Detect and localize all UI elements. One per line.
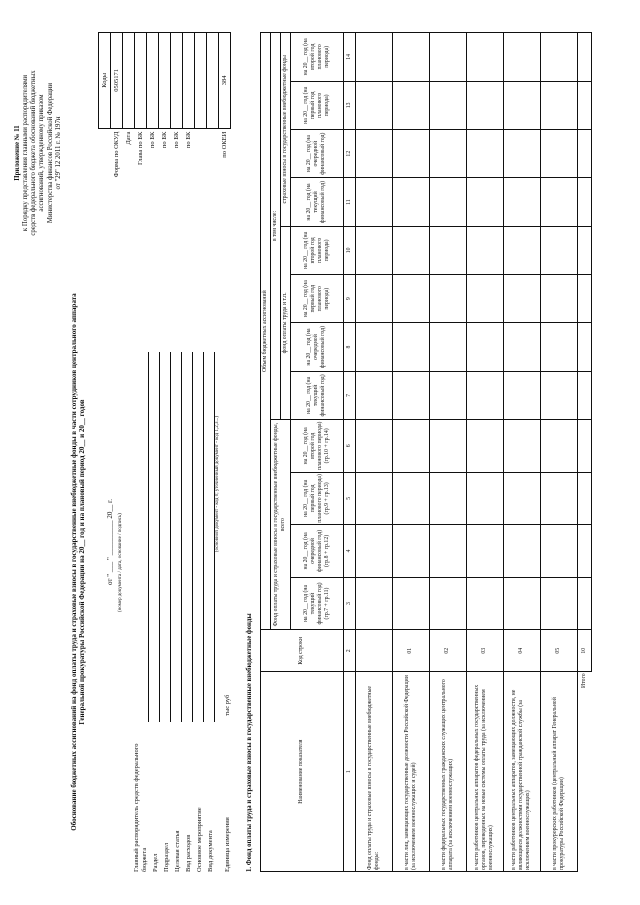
meta-value-line — [150, 352, 160, 722]
code-value — [135, 33, 147, 129]
code-label: по БК — [184, 131, 192, 149]
meta-value-line — [139, 352, 149, 722]
appendix-block — [14, 38, 63, 268]
meta-value-line — [194, 352, 204, 722]
code-label: Дата — [124, 131, 132, 145]
period-header: на 20__ год (на первый год планового периода) (гр.9 + гр.13) — [290, 472, 343, 525]
meta-row — [193, 352, 204, 872]
table-row — [540, 33, 577, 872]
column-number: 11 — [343, 178, 355, 226]
itog-code: 10 — [577, 630, 591, 672]
header-fot-total: Фонд оплаты труда и страховые взносы в государственные внебюджетные фонды, всего — [270, 420, 290, 630]
row-code: 04 — [503, 630, 540, 672]
code-value — [159, 33, 171, 129]
appendix-line: средств федерального бюджета обоснований бюджетных — [30, 70, 38, 236]
code-label: по ОКЕИ — [220, 131, 228, 158]
codes-header: Коды — [99, 33, 111, 129]
meta-key: Вид расходов — [185, 834, 193, 872]
code-value: 0505171 — [111, 33, 123, 129]
meta-key: Основное мероприятие — [196, 807, 204, 872]
section-heading: 1. Фонд оплаты труда и страховые взносы в государственные внебюджетные фонды — [246, 613, 253, 872]
row-name: в части лиц, замещающих государственные должности Российской Федерации (за исключением военнослужащих и судей) — [392, 672, 429, 872]
table-row — [355, 33, 392, 872]
appendix-line: ассигнований, утвержденному приказом — [38, 94, 46, 212]
meta-row — [204, 352, 215, 872]
column-number: 8 — [343, 323, 355, 371]
column-number: 12 — [343, 130, 355, 178]
document-sheet — [10, 22, 630, 882]
meta-hint: (основной документ - код 0; уточненный документ - код 1,2,3...) — [215, 416, 220, 552]
code-value — [183, 33, 195, 129]
period-header: на 20__ год (на второй год планового периода) — [290, 226, 343, 274]
row-code: 01 — [392, 630, 429, 672]
code-value — [207, 33, 219, 129]
row-name: Фонд оплаты труда и страховые взносы в государственные внебюджетные фонды: — [355, 672, 392, 872]
header-incl: в том числе: — [270, 33, 280, 420]
row-name: в части работников центральных аппаратов, замещающих должности, не являющиеся должностями государственной гражданской службы (за исключением военнослужащих) — [503, 672, 540, 872]
appendix-number: Приложение № 11 — [14, 125, 21, 181]
meta-value-line — [161, 352, 171, 722]
row-code: 02 — [429, 630, 466, 672]
header-total: Объем бюджетных ассигнований — [261, 33, 271, 630]
row-name: в части работников центральных аппаратов федеральных государственных органов, переведенных на новые системы оплаты труда (за исключением военнослужащих) — [466, 672, 503, 872]
row-code: 03 — [466, 630, 503, 672]
period-header: на 20__ год (на текущий финансовый год) — [290, 371, 343, 419]
period-header: на 20__ год (на текущий финансовый год) — [290, 178, 343, 226]
code-label: Форма по ОКУД — [112, 131, 120, 178]
code-label: по БК — [160, 131, 168, 149]
code-label — [195, 128, 207, 282]
column-number: 2 — [343, 630, 355, 672]
meta-row — [171, 352, 182, 872]
meta-row — [149, 352, 160, 872]
column-number: 5 — [343, 472, 355, 525]
meta-row — [182, 352, 193, 872]
column-number: 3 — [343, 577, 355, 630]
column-number: 7 — [343, 371, 355, 419]
document-date: от " ___ " __________ 20__ г. — [106, 499, 114, 586]
column-number: 4 — [343, 525, 355, 578]
table-row — [392, 33, 429, 872]
meta-row — [221, 352, 232, 872]
meta-key: Единица измерения — [224, 817, 232, 872]
column-number: 13 — [343, 81, 355, 129]
period-header: на 20__ год (на очередной финансовый год) — [290, 323, 343, 371]
period-header: на 20__ год (на очередной финансовый год) — [290, 130, 343, 178]
column-number: 6 — [343, 420, 355, 473]
itog-row — [577, 33, 591, 872]
column-number: 9 — [343, 275, 355, 323]
period-header: на 20__ год (на текущий финансовый год) (гр.7 + гр.11) — [290, 577, 343, 630]
meta-key: Раздел — [152, 853, 160, 872]
row-code — [355, 630, 392, 672]
table-row — [503, 33, 540, 872]
appendix-line: к Порядку представления главными распорядителями — [22, 74, 30, 232]
period-header: на 20__ год (на первый год планового периода) — [290, 81, 343, 129]
meta-row — [160, 352, 171, 872]
code-label: по БК — [172, 131, 180, 149]
meta-value-line — [172, 352, 182, 722]
table-row — [429, 33, 466, 872]
document-title: Обоснование бюджетных ассигнований на фонд оплаты труда и страховые взносы в государственные внебюджетные фонды в части сотрудников центрального аппарата Генеральной прокуратуры Российской Федерации на 20__ год и на плановый период 20__ и 20__ годов — [70, 293, 87, 831]
meta-value: тыс руб — [224, 694, 232, 716]
column-number: 1 — [343, 672, 355, 872]
code-label: по БК — [148, 131, 156, 149]
code-value — [123, 33, 135, 129]
code-value — [147, 33, 159, 129]
meta-key: Целевая статья — [174, 830, 182, 872]
header-ins: страховые взносы в государственные внебюджетные фонды — [280, 33, 290, 227]
meta-value-line — [205, 352, 215, 722]
column-number: 10 — [343, 226, 355, 274]
code-label — [207, 128, 219, 282]
period-header: на 20__ год (на второй год планового периода) (гр.10 + гр.14) — [290, 420, 343, 473]
period-header: на 20__ год (на второй год планового периода) — [290, 33, 343, 82]
appendix-line: от "29" 12 2011 г. № 197н — [54, 116, 62, 190]
row-name: в части прокурорских работников (центральный аппарат Генеральной прокуратуры Российской Федерации) — [540, 672, 577, 872]
meta-key: Подраздел — [163, 842, 171, 872]
meta-fields — [133, 352, 232, 872]
column-header-name: Наименование показателя — [261, 672, 344, 872]
main-table — [260, 32, 592, 872]
itog-label: Итого — [577, 672, 591, 872]
column-number: 14 — [343, 33, 355, 82]
codes-block — [98, 32, 231, 282]
header-fot: фонд оплаты труда и т.п. — [280, 226, 290, 419]
table-row — [466, 33, 503, 872]
codes-table — [98, 32, 231, 282]
period-header: на 20__ год (на очередной финансовый год) (гр.8 + гр.12) — [290, 525, 343, 578]
meta-value-line — [183, 352, 193, 722]
code-label: Глава по БК — [136, 131, 144, 165]
meta-key: Главный распорядитель средств федерального бюджета — [133, 743, 149, 872]
row-code: 05 — [540, 630, 577, 672]
code-value — [195, 33, 207, 129]
meta-key: Вид документа — [207, 830, 215, 872]
code-value: 384 — [219, 33, 231, 129]
date-hint: (номер документа / дата, основание / подпись) — [118, 513, 123, 612]
meta-row — [133, 352, 149, 872]
code-value — [171, 33, 183, 129]
appendix-line: Министерства финансов Российской Федерации — [46, 82, 54, 224]
column-header-code: Код строки — [261, 630, 344, 672]
period-header: на 20__ год (на первый год планового периода) — [290, 275, 343, 323]
row-name: в части федеральных государственных гражданских служащих центрального аппарата (за исключением военнослужащих) — [429, 672, 466, 872]
